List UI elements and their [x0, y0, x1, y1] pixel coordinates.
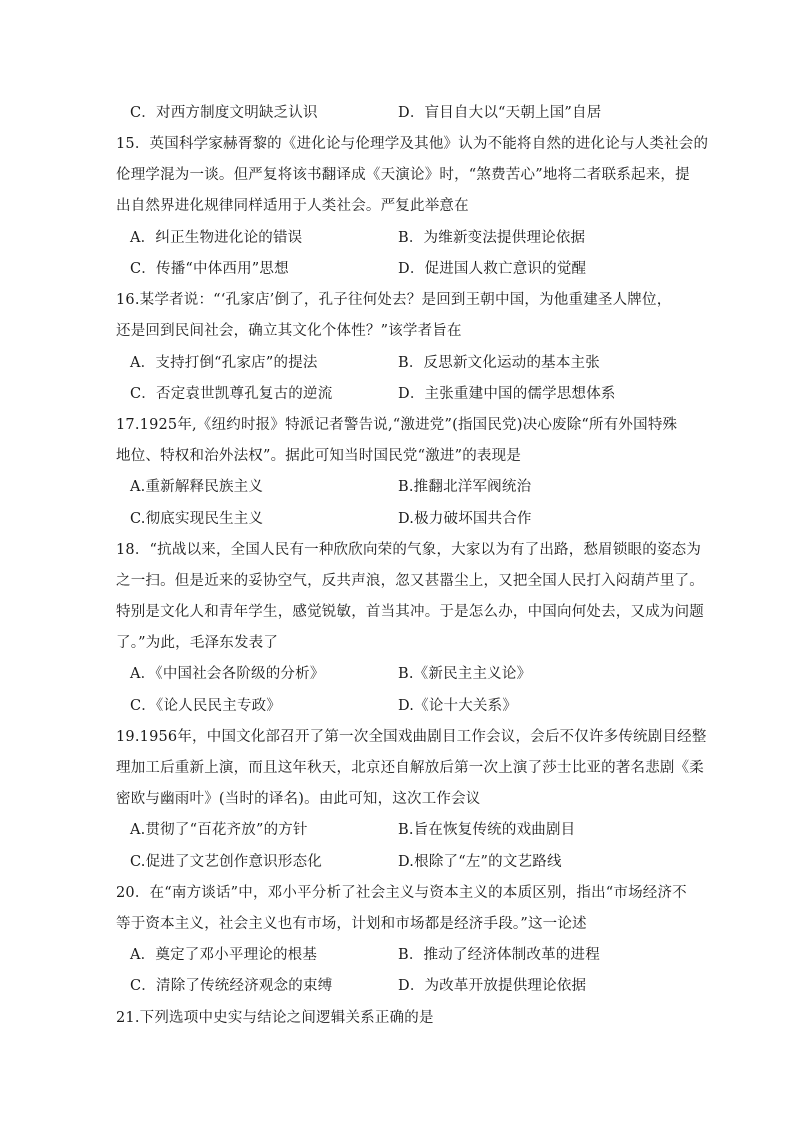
- q16-option-a: A．支持打倒“孔家店”的提法: [130, 355, 318, 371]
- q18-option-a: A．《中国社会各阶级的分析》: [130, 666, 325, 682]
- q19-option-c: C.促进了文艺创作意识形态化: [130, 854, 322, 870]
- q15-stem-line-3: 出自然界进化规律同样适用于人类社会。严复此举意在: [116, 198, 469, 214]
- q19-option-d: D.根除了“左”的文艺路线: [398, 854, 562, 870]
- q17-option-d: D.极力破坏国共合作: [398, 511, 532, 527]
- q19-stem-line-1: 19.1956年，中国文化部召开了第一次全国戏曲剧目工作会议，会后不仅许多传统剧目经整: [116, 729, 707, 745]
- q17-option-b: B.推翻北洋军阀统治: [398, 479, 532, 495]
- q16-option-d: D．主张重建中国的儒学思想体系: [398, 386, 616, 402]
- q20-stem-line-2: 等于资本主义，社会主义也有市场，计划和市场都是经济手段。”这一论述: [116, 916, 587, 932]
- q15-option-a: A．纠正生物进化论的错误: [130, 230, 303, 246]
- q16-option-b: B．反思新文化运动的基本主张: [398, 355, 600, 371]
- q18-stem-line-3: 特别是文化人和青年学生，感觉锐敏，首当其冲。于是怎么办，中国向何处去，又成为问题: [116, 604, 704, 620]
- q19-stem-line-3: 密欧与幽雨叶》(当时的译名)。由此可知，这次工作会议: [116, 791, 481, 807]
- q21-stem-line-1: 21.下列选项中史实与结论之间逻辑关系正确的是: [116, 1010, 434, 1026]
- q19-stem-line-2: 理加工后重新上演，而且这年秋天，北京还自解放后第一次上演了莎士比亚的著名悲剧《柔: [116, 760, 704, 776]
- q18-option-b: B.《新民主主义论》: [398, 666, 532, 682]
- q15-option-d: D．促进国人救亡意识的觉醒: [398, 261, 587, 277]
- q20-option-a: A．奠定了邓小平理论的根基: [130, 947, 318, 963]
- q15-option-b: B．为维新变法提供理论依据: [398, 230, 586, 246]
- q19-option-a: A.贯彻了“百花齐放”的方针: [130, 822, 308, 838]
- q17-stem-line-1: 17.1925年,《纽约时报》特派记者警告说,“激进党”(指国民党)决心废除“所有外国特殊: [116, 417, 678, 433]
- q15-option-c: C．传播“中体西用”思想: [130, 261, 289, 277]
- q20-stem-line-1: 20．在“南方谈话”中，邓小平分析了社会主义与资本主义的本质区别，指出“市场经济不: [116, 885, 687, 901]
- q15-stem-line-1: 15．英国科学家赫胥黎的《进化论与伦理学及其他》认为不能将自然的进化论与人类社会的: [116, 136, 709, 152]
- q20-option-b: B．推动了经济体制改革的进程: [398, 947, 600, 963]
- q18-stem-line-4: 了。”为此，毛泽东发表了: [116, 635, 279, 651]
- q20-option-c: C．清除了传统经济观念的束缚: [130, 978, 333, 994]
- q17-option-a: A.重新解释民族主义: [130, 479, 264, 495]
- q18-option-c: C．《论人民民主专政》: [130, 698, 282, 714]
- q14-option-d: D．盲目自大以“天朝上国”自居: [398, 105, 602, 121]
- q17-stem-line-2: 地位、特权和治外法权”。据此可知当时国民党“激进”的表现是: [116, 448, 522, 464]
- q16-option-c: C．否定袁世凯尊孔复古的逆流: [130, 386, 333, 402]
- q16-stem-line-1: 16.某学者说：“‘孔家店’倒了，孔子往何处去？是回到王朝中国，为他重建圣人牌位，: [116, 292, 672, 308]
- q18-option-d: D.《论十大关系》: [398, 698, 518, 714]
- q16-stem-line-2: 还是回到民间社会，确立其文化个体性？”该学者旨在: [116, 323, 462, 339]
- q15-stem-line-2: 伦理学混为一谈。但严复将该书翻译成《天演论》时，“煞费苦心”地将二者联系起来，提: [116, 167, 690, 183]
- q14-option-c: C．对西方制度文明缺乏认识: [130, 105, 318, 121]
- q18-stem-line-1: 18．“抗战以来，全国人民有一种欣欣向荣的气象，大家以为有了出路，愁眉锁眼的姿态为: [116, 542, 702, 558]
- q20-option-d: D．为改革开放提供理论依据: [398, 978, 587, 994]
- q17-option-c: C.彻底实现民生主义: [130, 511, 264, 527]
- q18-stem-line-2: 之一扫。但是近来的妥协空气，反共声浪，忽又甚嚣尘上，又把全国人民打入闷葫芦里了。: [116, 573, 704, 589]
- q19-option-b: B.旨在恢复传统的戏曲剧目: [398, 822, 576, 838]
